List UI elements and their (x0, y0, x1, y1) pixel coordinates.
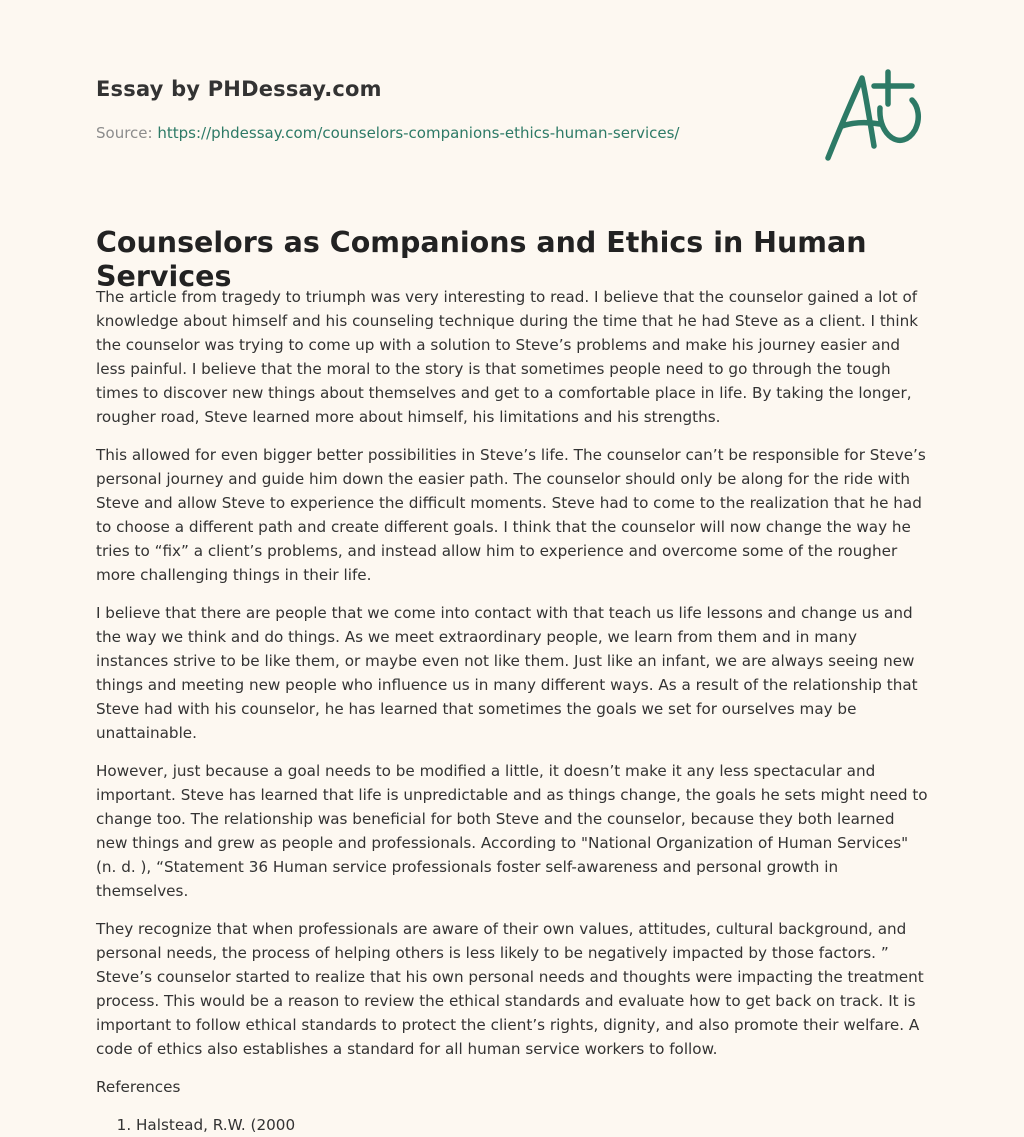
essay-paragraph: They recognize that when professionals are aware of their own values, attitudes, cultural background, and personal needs, the process of helping others is less likely to be negatively impacted by those factors. ” Steve’s counselor started to realize that his own personal needs and thoughts were impacting the treatment process. This would be a reason to review the ethical standards and evaluate how to get back on track. It is important to follow ethical standards to protect the client’s rights, dignity, and also promote their welfare. A code of ethics also establishes a standard for all human service workers to follow. (96, 920, 924, 1058)
essay-body (96, 285, 928, 1137)
site-brand: Essay by PHDessay.com (96, 77, 382, 101)
reference-item: 1. Halstead, R.W. (2000 (136, 1113, 928, 1137)
source-line (96, 124, 679, 142)
essay-paragraph: However, just because a goal needs to be modified a little, it doesn’t make it any less spectacular and important. Steve has learned that life is unpredictable and as things change, the goals he sets might need to change too. The relationship was beneficial for both Steve and the counselor, because they both learned new things and grew as people and professionals. According to "National Organization of Human Services" (n. d. ), “Statement 36 Human service professionals foster self-awareness and personal growth in themselves. (96, 762, 928, 900)
references-list (96, 1113, 928, 1137)
source-label: Source: (96, 124, 153, 142)
essay-paragraph: This allowed for even bigger better possibilities in Steve’s life. The counselor can’t be responsible for Steve’s personal journey and guide him down the easier path. The counselor should only be along for the ride with Steve and allow Steve to experience the difficult moments. Steve had to come to the realization that he had to choose a different path and create different goals. I think that the counselor will now change the way he tries to “fix” a client’s problems, and instead allow him to experience and overcome some of the rougher more challenging things in their life. (96, 446, 926, 584)
essay-paragraph: The article from tragedy to triumph was very interesting to read. I believe that the counselor gained a lot of knowledge about himself and his counseling technique during the time that he had Steve as a client. I think the counselor was trying to come up with a solution to Steve’s problems and make his journey easier and less painful. I believe that the moral to the story is that sometimes people need to go through the tough times to discover new things about themselves and get to a comfortable place in life. By taking the longer, rougher road, Steve learned more about himself, his limitations and his strengths. (96, 288, 919, 426)
references-heading: References (96, 1078, 181, 1096)
source-link[interactable]: https://phdessay.com/counselors-companions-ethics-human-services/ (157, 124, 680, 142)
essay-paragraph: I believe that there are people that we come into contact with that teach us life lessons and change us and the way we think and do things. As we meet extraordinary people, we learn from them and in many instances strive to be like them, or maybe even not like them. Just like an infant, we are always seeing new things and meeting new people who influence us in many different ways. As a result of the relationship that Steve had with his counselor, he has learned that sometimes the goals we set for ourselves may be unattainable. (96, 604, 918, 742)
essay-title: Counselors as Companions and Ethics in Human Services (96, 226, 867, 294)
a-plus-logo-icon (818, 66, 930, 166)
